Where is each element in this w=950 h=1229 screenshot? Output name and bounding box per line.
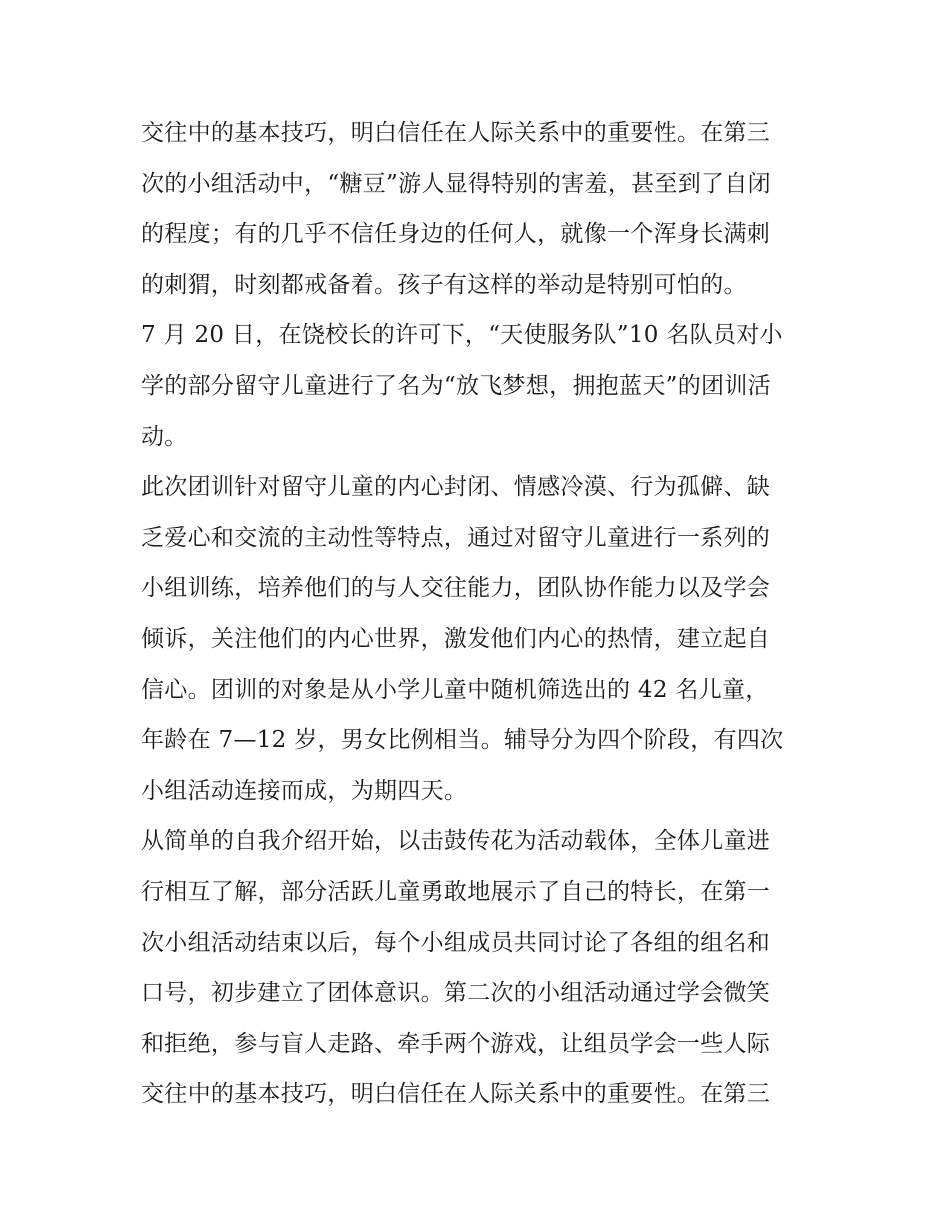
text-line: 小组活动连接而成，为期四天。 [141,777,468,804]
text-line: 交往中的基本技巧，明白信任在人际关系中的重要性。在第三 [141,1081,771,1108]
text-line: 口号，初步建立了团体意识。第二次的小组活动通过学会微笑 [141,980,771,1007]
text-line: 从简单的自我介绍开始，以击鼓传花为活动载体，全体儿童进 [141,828,771,855]
text-line: 行相互了解，部分活跃儿童勇敢地展示了自己的特长，在第一 [141,878,771,905]
text-line: 动。 [141,423,188,450]
text-line: 和拒绝，参与盲人走路、牵手两个游戏，让组员学会一些人际 [141,1030,771,1057]
text-line: 7 月 20 日，在饶校长的许可下，“天使服务队”10 名队员对小 [141,322,783,349]
text-line: 次的小组活动中，“糖豆”游人显得特别的害羞，甚至到了自闭 [141,170,771,197]
text-line: 乏爱心和交流的主动性等特点，通过对留守儿童进行一系列的 [141,524,771,551]
text-line: 倾诉，关注他们的内心世界，激发他们内心的热情，建立起自 [141,625,771,652]
text-line: 的程度；有的几乎不信任身边的任何人，就像一个浑身长满刺 [141,221,771,248]
text-line: 信心。团训的对象是从小学儿童中随机筛选出的 42 名儿童， [141,676,769,703]
text-line: 年龄在 7—12 岁，男女比例相当。辅导分为四个阶段，有四次 [141,727,784,754]
text-line: 次小组活动结束以后，每个小组成员共同讨论了各组的组名和 [141,929,771,956]
text-line: 的刺猬，时刻都戒备着。孩子有这样的举动是特别可怕的。 [141,271,747,298]
text-line: 学的部分留守儿童进行了名为“放飞梦想，拥抱蓝天”的团训活 [141,372,771,399]
body-text [141,108,821,1120]
text-line: 此次团训针对留守儿童的内心封闭、情感冷漠、行为孤僻、缺 [141,474,771,501]
text-line: 小组训练，培养他们的与人交往能力，团队协作能力以及学会 [141,575,771,602]
text-line: 交往中的基本技巧，明白信任在人际关系中的重要性。在第三 [141,120,771,146]
